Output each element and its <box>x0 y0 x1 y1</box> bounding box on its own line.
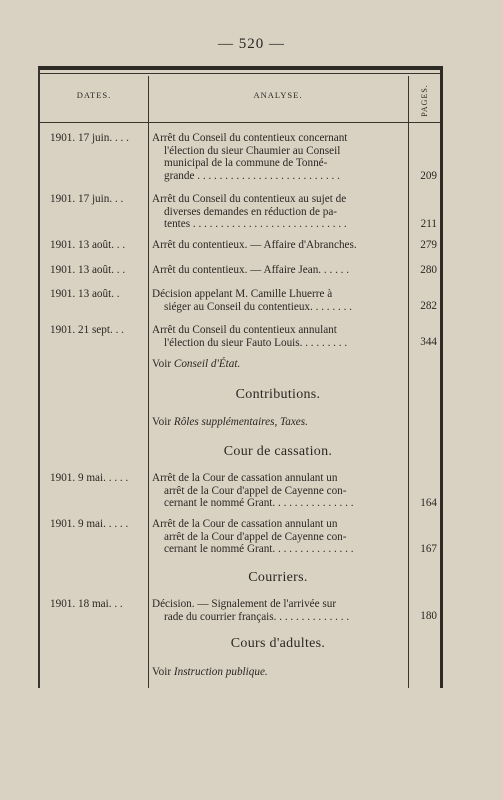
header-pages: PAGES. <box>419 83 429 117</box>
row-analysis: Arrêt de la Cour de cassation annulant un arrêt de la Cour d'appel de Cayenne con- cernant le nommé Grant. . . . . . . . . . . . . . . <box>152 518 354 556</box>
row-date: 1901. 13 août. . <box>50 288 120 300</box>
index-table <box>38 66 443 688</box>
row-date: 1901. 9 mai. . . . . <box>50 472 129 484</box>
row-date: 1901. 21 sept. . . <box>50 324 124 336</box>
section-heading: Cours d'adultes. <box>230 636 326 651</box>
header-dates: DATES. <box>76 90 112 100</box>
see-reference: Voir Conseil d'État. <box>152 358 241 370</box>
section-heading: Courriers. <box>248 570 308 585</box>
section-heading: Contributions. <box>235 387 321 402</box>
row-analysis: Arrêt du Conseil du contentieux au sujet de diverses demandes en réduction de pa- tentes . . . . . . . . . . . . . . . . . . . . . . . . . . . . <box>152 193 347 231</box>
row-page: 167 <box>420 543 437 555</box>
see-reference: Voir Instruction publique. <box>152 666 268 678</box>
page-number: — 520 — <box>218 36 285 52</box>
row-analysis: Arrêt de la Cour de cassation annulant un arrêt de la Cour d'appel de Cayenne con- cernant le nommé Grant. . . . . . . . . . . . . . . <box>152 472 354 510</box>
header-rule <box>40 122 440 123</box>
row-analysis: Décision. — Signalement de l'arrivée sur rade du courrier français. . . . . . . . . . . . . . <box>152 598 350 623</box>
row-analysis: Arrêt du contentieux. — Affaire Jean. . . . . . <box>152 264 350 276</box>
row-page: 282 <box>420 300 437 312</box>
row-analysis: Arrêt du Conseil du contentieux annulant l'élection du sieur Fauto Louis. . . . . . . . . <box>152 324 348 349</box>
row-page: 344 <box>420 336 437 348</box>
row-date: 1901. 13 août. . . <box>50 264 126 276</box>
see-reference: Voir Rôles supplémentaires, Taxes. <box>152 416 308 428</box>
header-analyse: ANALYSE. <box>253 90 303 100</box>
row-date: 1901. 18 mai. . . <box>50 598 123 610</box>
row-analysis: Arrêt du Conseil du contentieux concernant l'élection du sieur Chaumier au Conseil municipal de la commune de Tonné- grande . . . . . . . . . . . . . . . . . . . . . . . . . . <box>152 132 348 182</box>
row-date: 1901. 13 août. . . <box>50 239 126 251</box>
column-divider <box>408 76 409 688</box>
row-date: 1901. 17 juin. . . <box>50 193 124 205</box>
row-date: 1901. 17 juin. . . . <box>50 132 129 144</box>
row-analysis: Arrêt du contentieux. — Affaire d'Abranches. <box>152 239 357 251</box>
row-page: 180 <box>420 610 437 622</box>
row-page: 211 <box>420 218 437 230</box>
row-date: 1901. 9 mai. . . . . <box>50 518 129 530</box>
row-page: 164 <box>420 497 437 509</box>
section-heading: Cour de cassation. <box>223 444 333 459</box>
row-page: 279 <box>420 239 437 251</box>
row-analysis: Décision appelant M. Camille Lhuerre à siéger au Conseil du contentieux. . . . . . . . <box>152 288 352 313</box>
row-page: 280 <box>420 264 437 276</box>
row-page: 209 <box>420 170 437 182</box>
column-divider <box>148 76 149 688</box>
